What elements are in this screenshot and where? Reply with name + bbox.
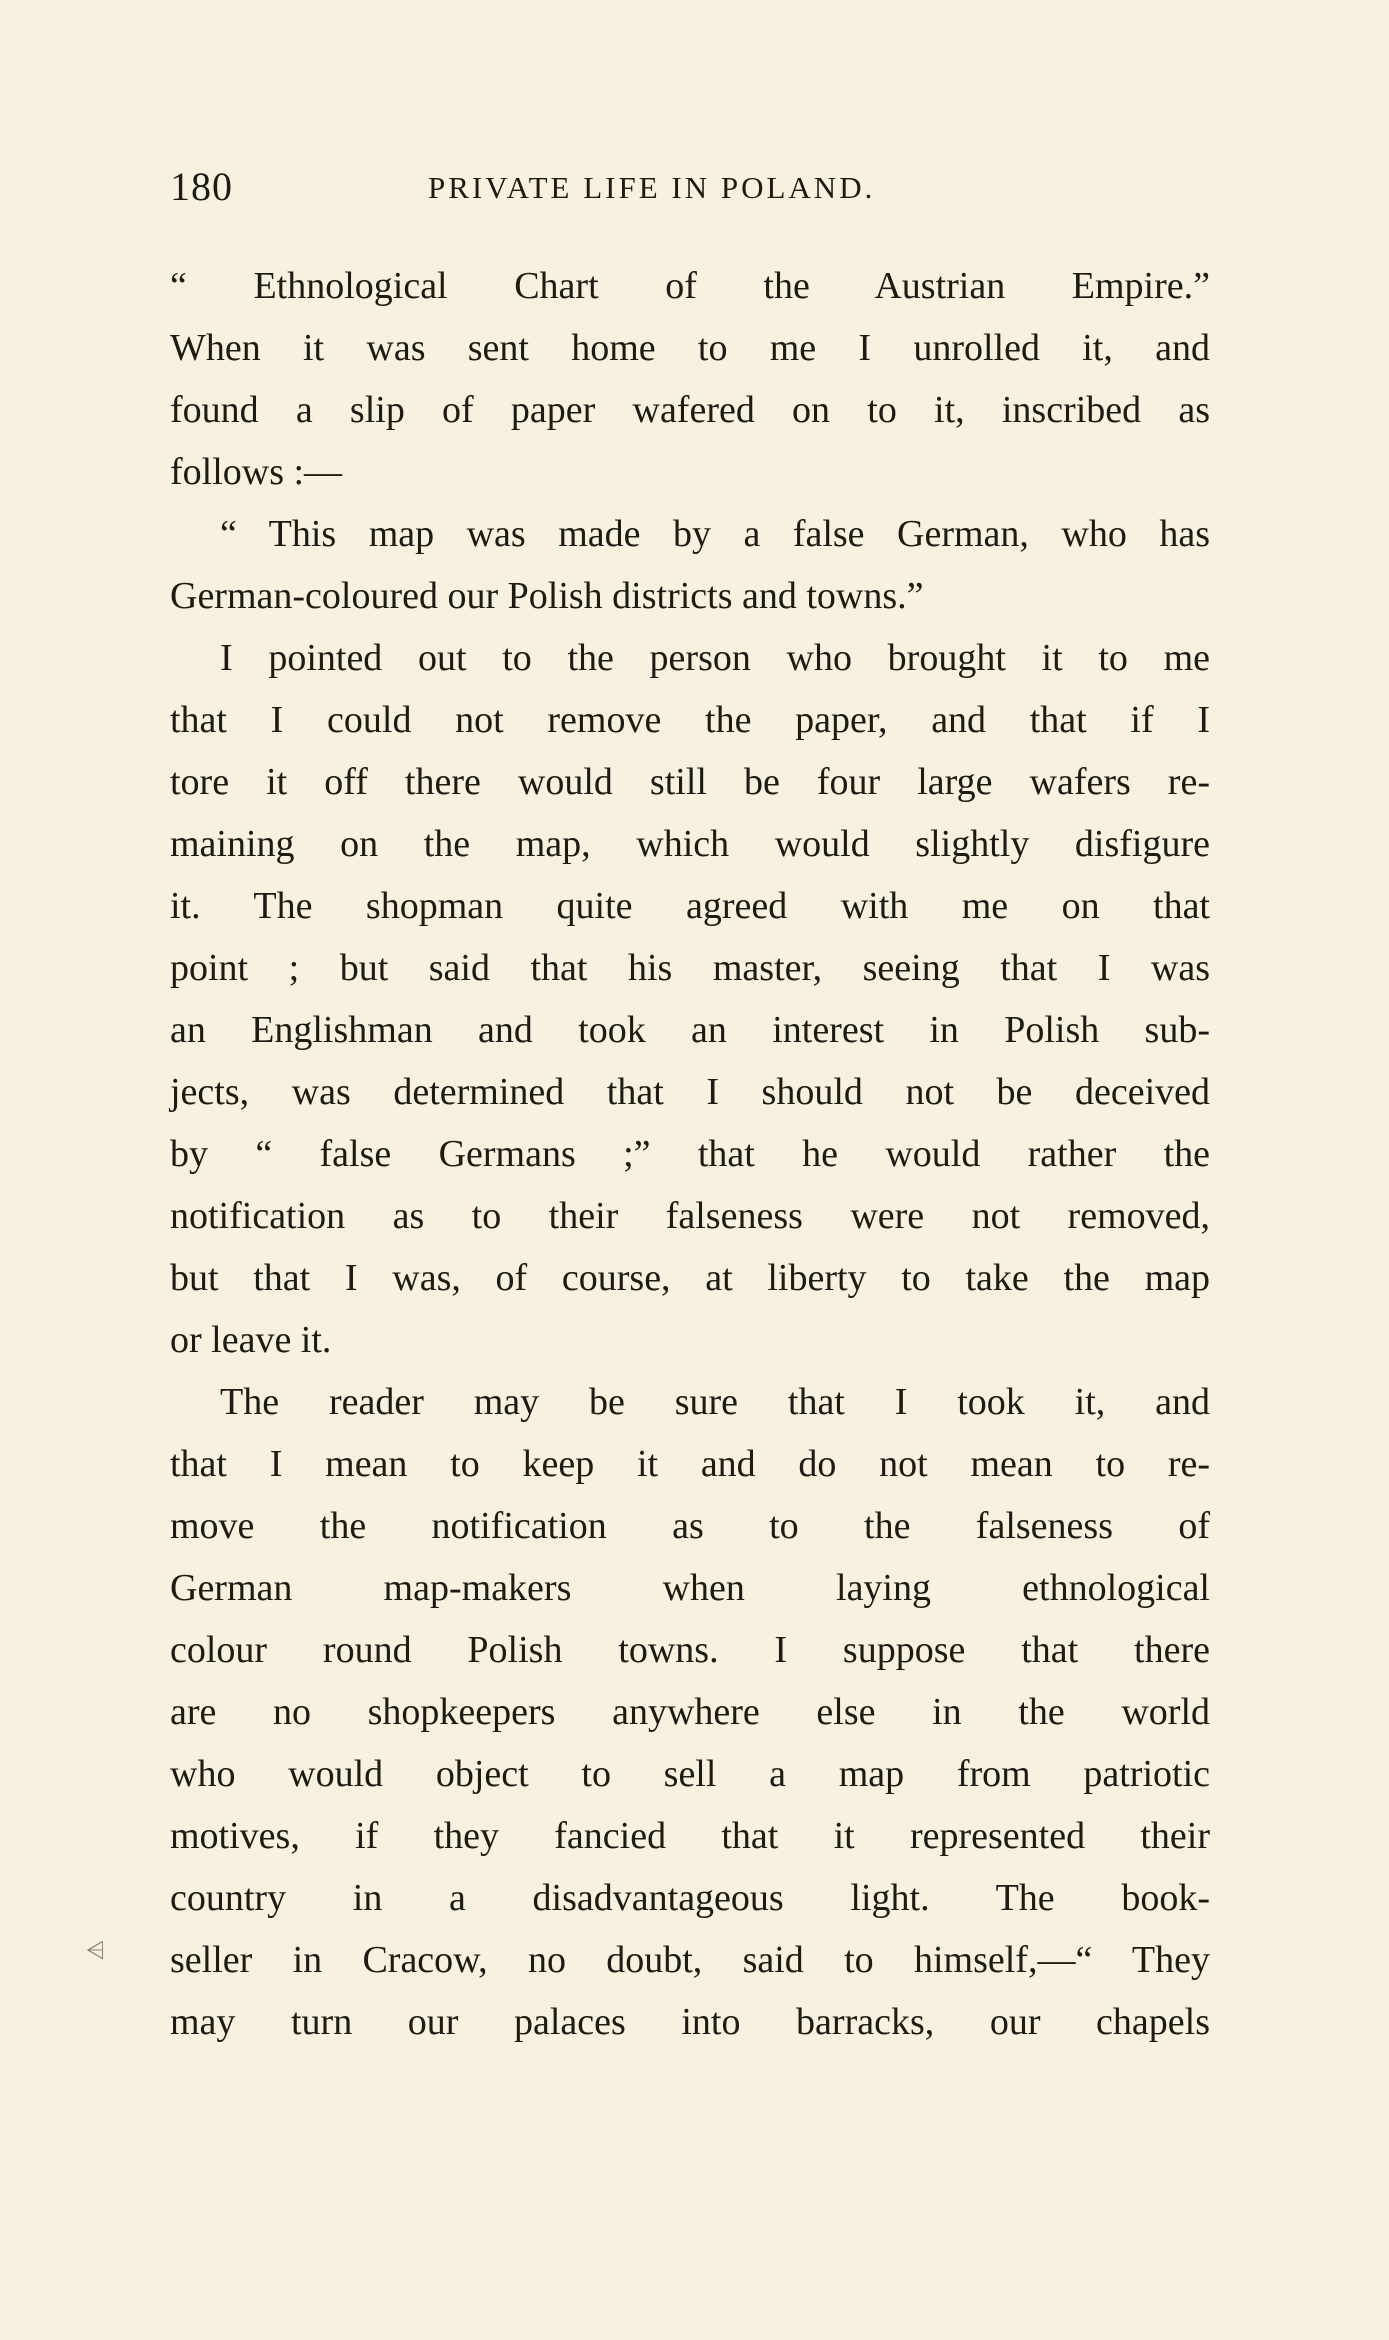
text-line-23: colour round Polish towns. I suppose that there (170, 1629, 1210, 1671)
text-line-3: found a slip of paper wafered on to it, inscribed as (170, 389, 1210, 431)
text-line-18: or leave it. (170, 1319, 332, 1361)
text-line-19: The reader may be sure that I took it, and (220, 1381, 1210, 1423)
text-line-24: are no shopkeepers anywhere else in the world (170, 1691, 1210, 1733)
text-line-15: by “ false Germans ;” that he would rather the (170, 1133, 1210, 1175)
text-line-7: I pointed out to the person who brought it to me (220, 637, 1210, 679)
text-line-5: “ This map was made by a false German, who has (220, 513, 1210, 555)
text-line-8: that I could not remove the paper, and that if I (170, 699, 1210, 741)
page-header (170, 162, 1210, 212)
text-line-28: seller in Cracow, no doubt, said to himself,—“ They (170, 1939, 1210, 1981)
body-text (170, 255, 1210, 2075)
text-line-21: move the notification as to the falseness of (170, 1505, 1210, 1547)
text-line-20: that I mean to keep it and do not mean to re- (170, 1443, 1210, 1485)
text-line-9: tore it off there would still be four large wafers re- (170, 761, 1210, 803)
text-line-12: point ; but said that his master, seeing that I was (170, 947, 1210, 989)
text-line-1: “ Ethnological Chart of the Austrian Empire.” (170, 265, 1210, 307)
text-line-22: German map-makers when laying ethnological (170, 1567, 1210, 1609)
text-line-29: may turn our palaces into barracks, our chapels (170, 2001, 1210, 2043)
text-line-10: maining on the map, which would slightly disfigure (170, 823, 1210, 865)
text-line-25: who would object to sell a map from patriotic (170, 1753, 1210, 1795)
running-title: PRIVATE LIFE IN POLAND. (428, 170, 876, 205)
text-line-13: an Englishman and took an interest in Polish sub- (170, 1009, 1210, 1051)
text-line-27: country in a disadvantageous light. The book- (170, 1877, 1210, 1919)
text-line-4: follows :— (170, 451, 343, 493)
margin-mark: ⩤ (86, 1936, 106, 1964)
text-line-17: but that I was, of course, at liberty to take the map (170, 1257, 1210, 1299)
text-line-16: notification as to their falseness were not removed, (170, 1195, 1210, 1237)
text-line-2: When it was sent home to me I unrolled it, and (170, 327, 1210, 369)
text-line-26: motives, if they fancied that it represented their (170, 1815, 1210, 1857)
text-line-14: jects, was determined that I should not be deceived (170, 1071, 1210, 1113)
text-line-6: German-coloured our Polish districts and towns.” (170, 575, 924, 617)
page-number: 180 (170, 164, 233, 209)
text-line-11: it. The shopman quite agreed with me on that (170, 885, 1210, 927)
